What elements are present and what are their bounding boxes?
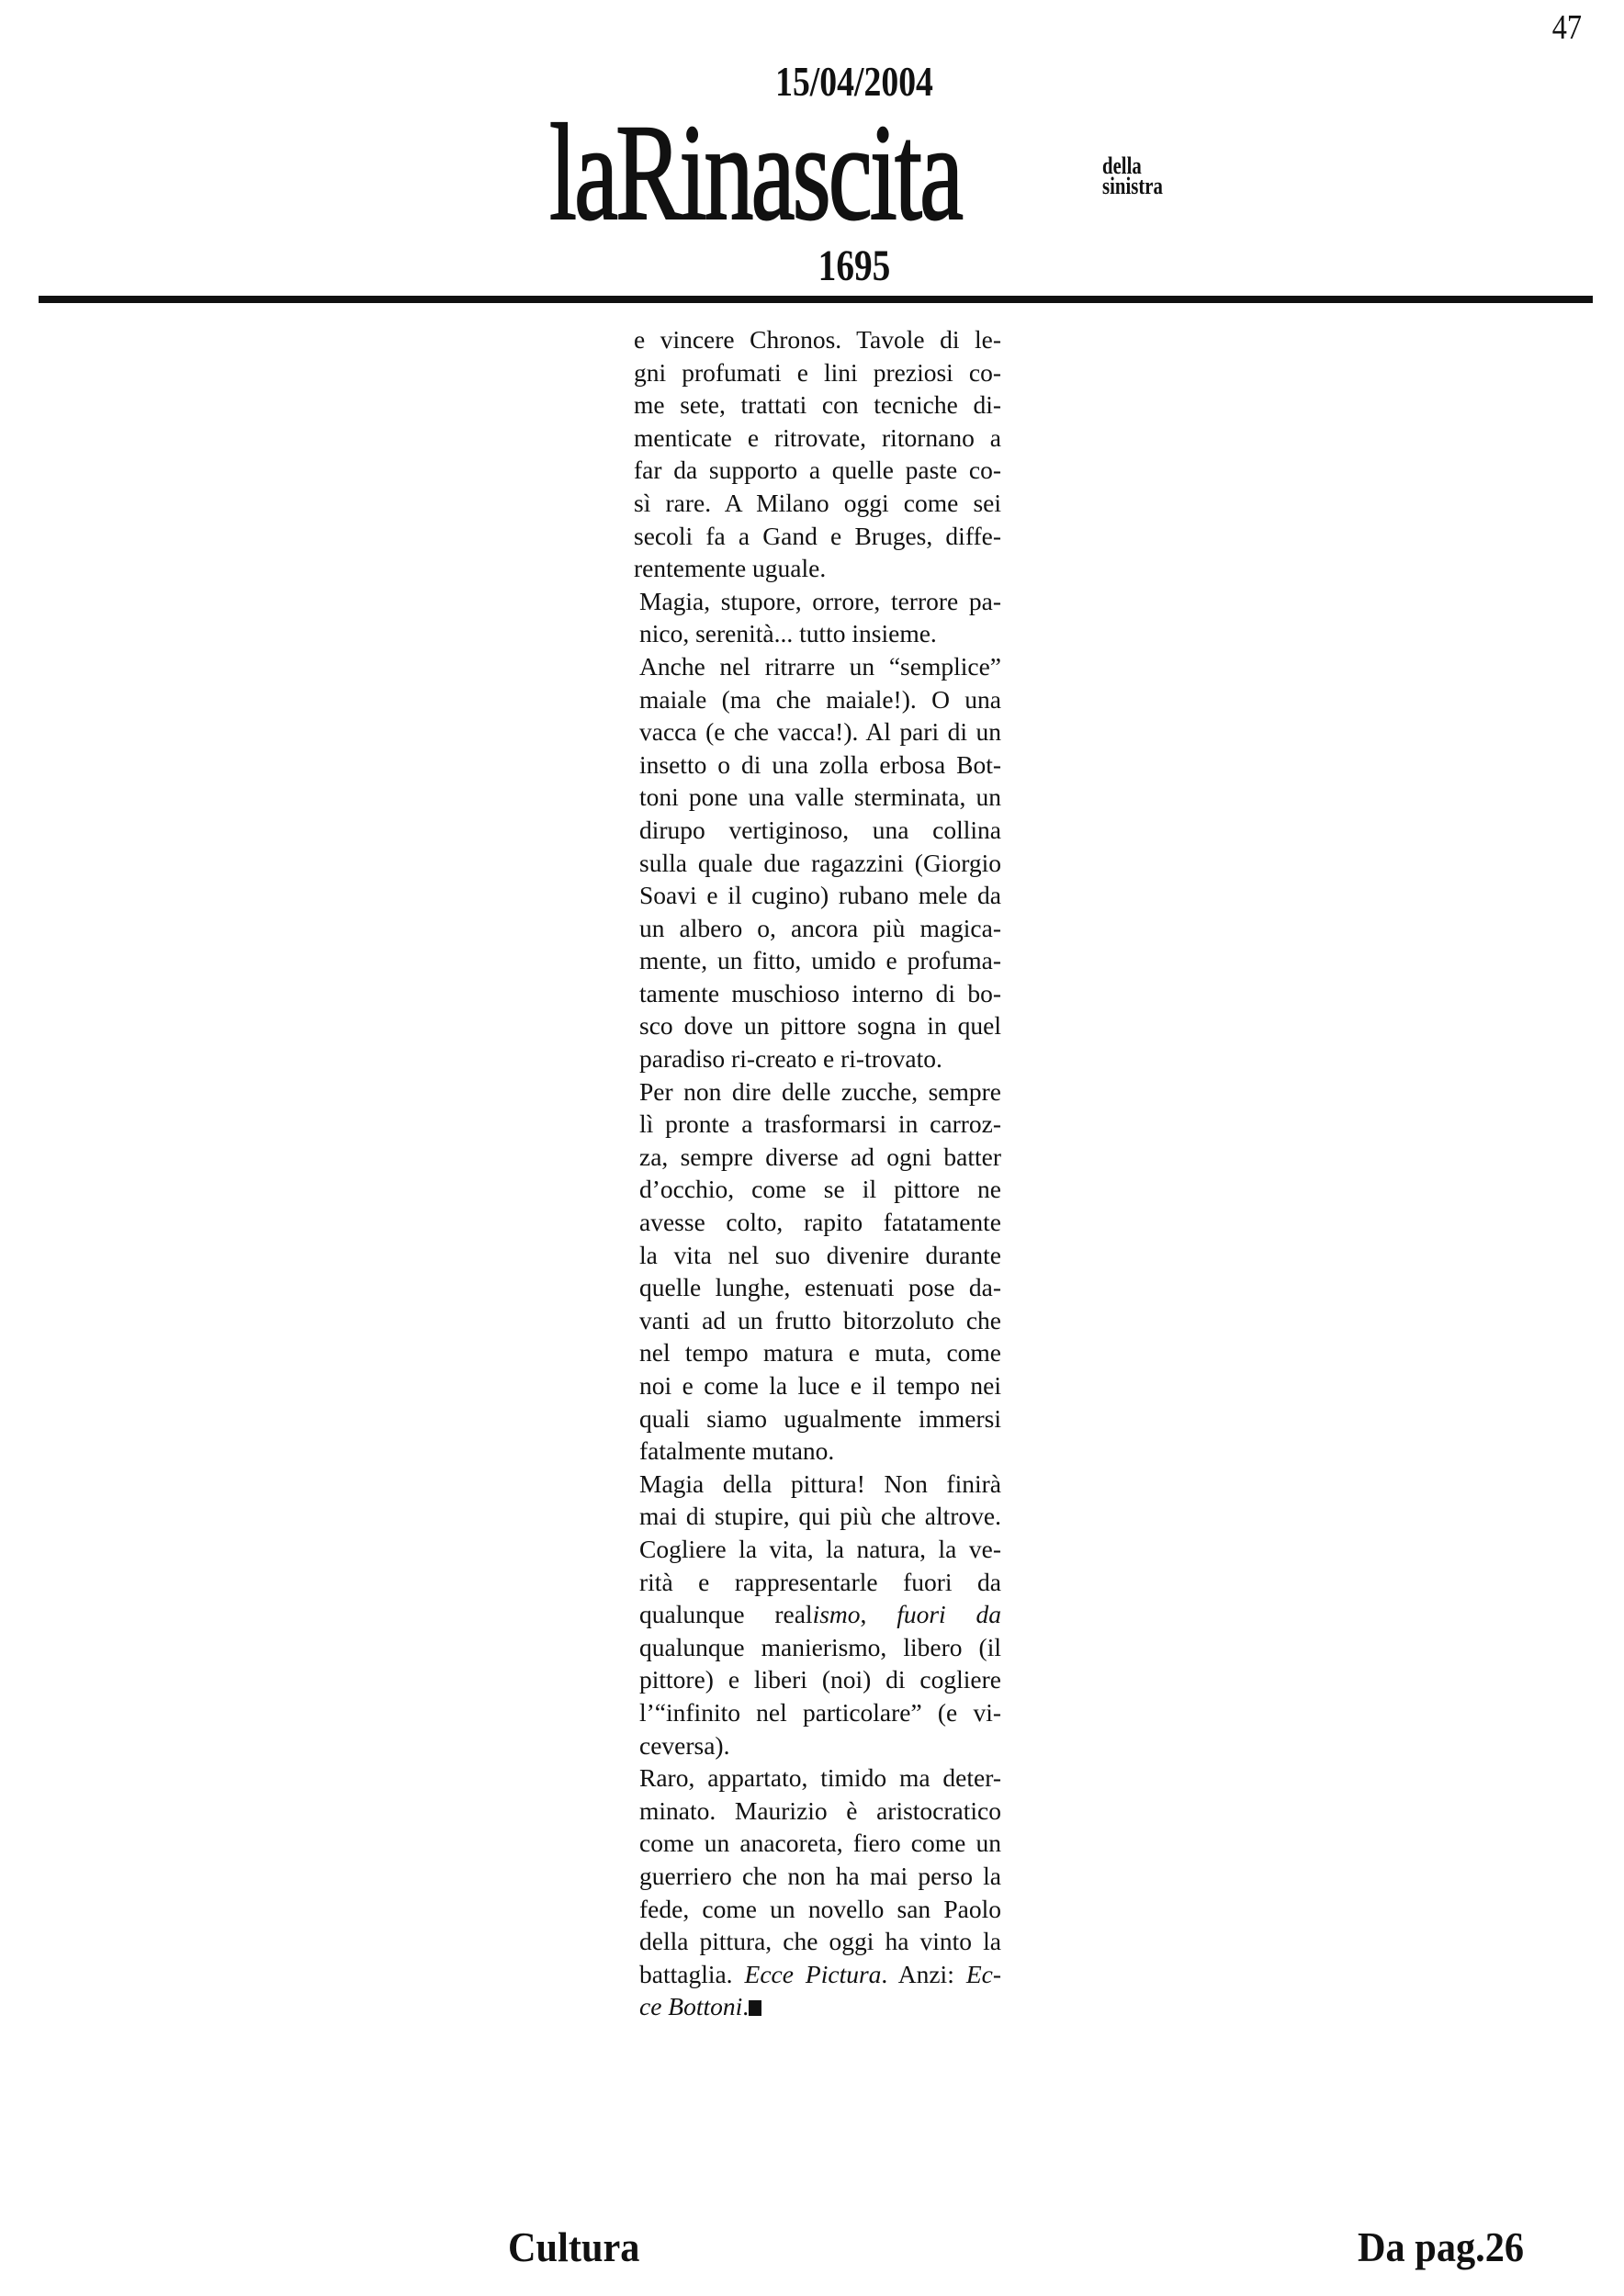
article-line [634, 1925, 1001, 1958]
article-line [634, 1533, 1001, 1566]
text-segment: sulla quale due ragazzini (Giorgio [639, 848, 1001, 877]
text-segment: far da supporto a quelle paste co- [634, 456, 1001, 485]
article-line [634, 388, 1001, 422]
text-segment: nico, serenità... tutto insieme. [639, 619, 937, 648]
article-line [634, 1729, 1001, 1762]
text-segment: minato. Maurizio è aristocratico [639, 1795, 1001, 1825]
article-line [634, 1173, 1001, 1206]
text-segment: e vincere Chronos. Tavole di le- [634, 325, 1001, 354]
article-line [634, 1206, 1001, 1239]
article-line [634, 552, 1001, 585]
article-line [634, 1468, 1001, 1501]
text-segment: come un anacoreta, fiero come un [639, 1829, 1001, 1858]
article-column [634, 323, 1001, 2023]
article-line [634, 585, 1001, 618]
issue-number: 1695 [818, 242, 891, 290]
text-segment: la vita nel suo divenire durante [639, 1240, 1001, 1269]
text-segment: . [742, 1992, 750, 2021]
article-line [634, 1761, 1001, 1795]
text-segment: vacca (e che vacca!). Al pari di un [639, 717, 1001, 747]
italic-text: Ec- [965, 1959, 1001, 1988]
text-segment: tamente muschioso interno di bo- [639, 978, 1001, 1007]
text-segment: nel tempo matura e muta, come [639, 1338, 1001, 1367]
italic-text: fuori da [897, 1600, 1002, 1629]
article-line [634, 683, 1001, 716]
article-line [634, 1141, 1001, 1174]
article-line [634, 487, 1001, 520]
article-line [634, 1566, 1001, 1599]
article-line [634, 422, 1001, 455]
text-segment: paradiso ri-creato e ri-trovato. [639, 1044, 942, 1074]
article-line [634, 1990, 1001, 2023]
text-segment: qualunque real [639, 1600, 813, 1629]
text-segment: fatalmente mutano. [639, 1436, 835, 1466]
text-segment: dirupo vertiginoso, una collina [639, 815, 1001, 844]
italic-text: Ecce Pictura [744, 1959, 882, 1988]
text-segment: Raro, appartato, timido ma deter- [639, 1763, 1001, 1793]
text-segment: quali siamo ugualmente immersi [639, 1403, 1001, 1433]
italic-text: ce Bottoni [639, 1992, 743, 2021]
text-segment: sì rare. A Milano oggi come sei [634, 488, 1001, 517]
article-line [634, 847, 1001, 880]
text-segment: mai di stupire, qui più che altrove. [639, 1502, 1001, 1531]
text-segment: me sete, trattati con tecniche di- [634, 390, 1001, 420]
article-line [634, 356, 1001, 389]
article-line [634, 1336, 1001, 1369]
text-segment: guerriero che non ha mai perso la [639, 1861, 1001, 1890]
text-segment: toni pone una valle sterminata, un [639, 782, 1001, 812]
text-segment: l’“infinito nel particolare” (e vi- [639, 1697, 1001, 1727]
article-line [634, 1663, 1001, 1696]
text-segment: fede, come un novello san Paolo [639, 1894, 1001, 1923]
page-number: 47 [1551, 8, 1582, 47]
article-line [634, 977, 1001, 1010]
article-line [634, 1369, 1001, 1402]
end-of-article-square-icon [749, 2000, 761, 2016]
header-divider [39, 296, 1593, 303]
text-segment: gni profumati e lini preziosi co- [634, 357, 1001, 387]
text-segment: avesse colto, rapito fatatamente [639, 1208, 1001, 1237]
newspaper-logo [549, 96, 1163, 249]
text-segment: secoli fa a Gand e Bruges, diffe- [634, 521, 1001, 550]
article-line [634, 1239, 1001, 1272]
continued-from-label: Da pag.26 [1358, 2223, 1525, 2270]
article-line [634, 1958, 1001, 1991]
article-line [634, 650, 1001, 683]
article-line [634, 617, 1001, 650]
article-line [634, 1795, 1001, 1828]
logo-subtitle [1102, 152, 1163, 199]
text-segment: Magia della pittura! Non finirà [639, 1469, 1001, 1498]
text-segment: un albero o, ancora più magica- [639, 913, 1001, 942]
article-line [634, 1042, 1001, 1075]
text-segment: sco dove un pittore sogna in quel [639, 1011, 1001, 1041]
article-line [634, 1271, 1001, 1304]
article-line [634, 748, 1001, 782]
text-segment: quelle lunghe, estenuati pose da- [639, 1273, 1001, 1302]
article-line [634, 912, 1001, 945]
article-line [634, 1860, 1001, 1893]
article-line [634, 454, 1001, 487]
text-segment: ceversa). [639, 1730, 730, 1760]
text-segment: menticate e ritrovate, ritornano a [634, 422, 1001, 452]
publication-date: 15/04/2004 [775, 58, 933, 105]
article-line [634, 323, 1001, 356]
article-line [634, 1108, 1001, 1141]
article-line [634, 1402, 1001, 1435]
article-line [634, 715, 1001, 748]
text-segment: qualunque manierismo, libero (il [639, 1632, 1001, 1661]
article-line [634, 1893, 1001, 1926]
article-line [634, 814, 1001, 847]
text-segment: lì pronte a trasformarsi in carroz- [639, 1109, 1001, 1139]
text-segment: rità e rappresentarle fuori da [639, 1567, 1001, 1596]
text-segment: Magia, stupore, orrore, terrore pa- [639, 586, 1001, 615]
text-segment: battaglia. [639, 1959, 745, 1988]
italic-text: ismo [812, 1600, 861, 1629]
text-segment: Soavi e il cugino) rubano mele da [639, 881, 1001, 910]
text-segment: maiale (ma che maiale!). O una [639, 684, 1001, 714]
text-segment: mente, un fitto, umido e profuma- [639, 946, 1001, 975]
logo-subtitle-line-2: sinistra [1102, 173, 1163, 199]
article-line [634, 1075, 1001, 1109]
text-segment: Cogliere la vita, la natura, la ve- [639, 1534, 1001, 1563]
article-line [634, 879, 1001, 912]
logo-subtitle-line-1: della [1102, 152, 1142, 179]
text-segment: noi e come la luce e il tempo nei [639, 1371, 1001, 1400]
text-segment: . Anzi: [881, 1959, 966, 1988]
article-line [634, 1304, 1001, 1337]
text-segment: d’occhio, come se il pittore ne [639, 1175, 1001, 1204]
article-line [634, 944, 1001, 977]
text-segment: della pittura, che oggi ha vinto la [639, 1927, 1001, 1956]
text-segment: Anche nel ritrarre un “semplice” [639, 651, 1001, 681]
article-line [634, 1435, 1001, 1468]
text-segment: vanti ad un frutto bitorzoluto che [639, 1305, 1001, 1334]
article-line [634, 520, 1001, 553]
article-line [634, 1631, 1001, 1664]
text-segment: insetto o di una zolla erbosa Bot- [639, 749, 1001, 779]
article-line [634, 1500, 1001, 1533]
text-segment: Per non dire delle zucche, sempre [639, 1076, 1001, 1106]
article-line [634, 1598, 1001, 1631]
article-line [634, 1827, 1001, 1860]
text-segment: pittore) e liberi (noi) di cogliere [639, 1665, 1001, 1694]
article-line [634, 1696, 1001, 1729]
section-label: Cultura [508, 2223, 640, 2270]
article-line [634, 1009, 1001, 1042]
logo-title: laRinascita [549, 96, 962, 249]
article-line [634, 781, 1001, 814]
text-segment: za, sempre diverse ad ogni batter [639, 1142, 1001, 1171]
text-segment: , [860, 1600, 897, 1629]
text-segment: rentemente uguale. [634, 554, 827, 583]
